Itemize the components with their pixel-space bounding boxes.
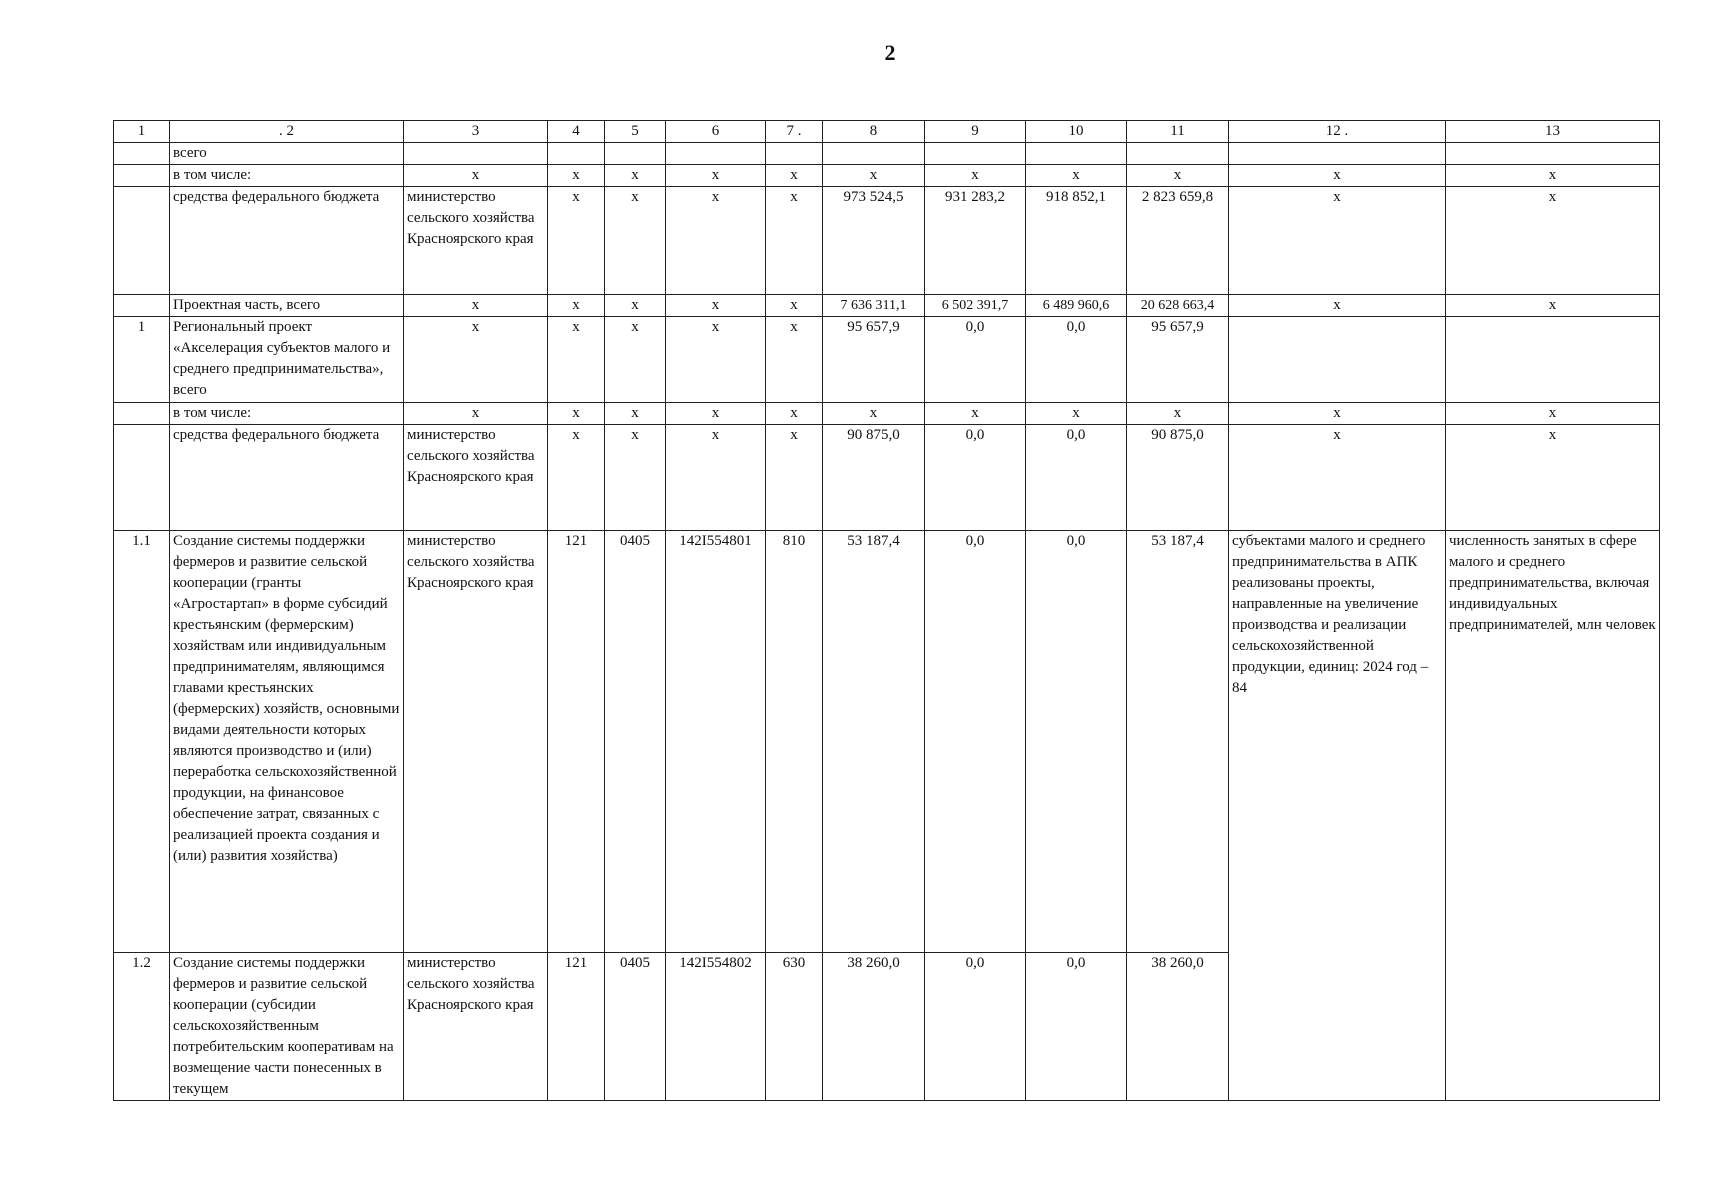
header-cell: 10 — [1026, 121, 1127, 143]
page-number: 2 — [884, 40, 896, 65]
amount-cell: 95 657,9 — [1127, 317, 1229, 403]
table-cell: х — [823, 165, 925, 187]
table-cell: х — [1446, 403, 1660, 425]
table-cell — [1446, 143, 1660, 165]
header-cell: 9 — [925, 121, 1026, 143]
table-cell — [766, 143, 823, 165]
table-cell: х — [548, 403, 605, 425]
table-cell — [1026, 143, 1127, 165]
table-row — [114, 143, 1660, 165]
table-cell — [114, 187, 170, 295]
table-cell: х — [605, 403, 666, 425]
amount-cell: 0,0 — [1026, 425, 1127, 531]
result-cell: субъектами малого и среднего предпринимательства в АПК реализованы проекты, направленные на увеличение производства и реализации сельскохозяйственной продукции, единиц: 2024 год – 84 — [1229, 531, 1446, 1101]
amount-cell: 20 628 663,4 — [1127, 295, 1229, 317]
table-cell: 0405 — [605, 953, 666, 1101]
table-cell — [666, 143, 766, 165]
table-cell — [548, 143, 605, 165]
amount-cell: 918 852,1 — [1026, 187, 1127, 295]
row-label: средства федерального бюджета — [170, 425, 404, 531]
header-cell: 5 — [605, 121, 666, 143]
table-cell: 630 — [766, 953, 823, 1101]
table-cell: х — [766, 317, 823, 403]
row-label: Региональный проект «Акселерация субъектов малого и среднего предпринимательства», всего — [170, 317, 404, 403]
table-cell: х — [605, 317, 666, 403]
table-cell — [404, 143, 548, 165]
table-cell: х — [666, 295, 766, 317]
amount-cell: 931 283,2 — [925, 187, 1026, 295]
table-cell: х — [666, 165, 766, 187]
row-label: Проектная часть, всего — [170, 295, 404, 317]
table-row — [114, 165, 1660, 187]
amount-cell: 38 260,0 — [823, 953, 925, 1101]
table-cell — [925, 143, 1026, 165]
responsible-cell: министерство сельского хозяйства Красноярского края — [404, 425, 548, 531]
table-cell: х — [1229, 425, 1446, 531]
table-cell: х — [666, 187, 766, 295]
amount-cell: 38 260,0 — [1127, 953, 1229, 1101]
responsible-cell: министерство сельского хозяйства Красноярского края — [404, 187, 548, 295]
table-cell: х — [823, 403, 925, 425]
header-cell: 11 — [1127, 121, 1229, 143]
table-cell: х — [766, 403, 823, 425]
row-label: Создание системы поддержки фермеров и развитие сельской кооперации (гранты «Агростартап» в форме субсидий крестьянским (фермерским) хозяйствам или индивидуальным предпринимателям, являющимся главами крестьянских (фермерских) хозяйств, основными видами деятельности которых являются производство и (или) переработка сельскохозяйственной продукции, на финансовое обеспечение затрат, связанных с реализацией проекта создания и (или) развития хозяйства) — [170, 531, 404, 953]
table-cell: х — [548, 187, 605, 295]
table-cell: х — [1229, 295, 1446, 317]
table-row — [114, 531, 1660, 953]
table-cell: х — [1446, 187, 1660, 295]
table-cell — [1229, 143, 1446, 165]
table-cell — [114, 403, 170, 425]
table-cell: х — [404, 403, 548, 425]
table-cell: х — [1446, 165, 1660, 187]
header-cell: 6 — [666, 121, 766, 143]
column-number-row — [114, 121, 1660, 143]
header-cell: 3 — [404, 121, 548, 143]
table-cell: 121 — [548, 953, 605, 1101]
amount-cell: 95 657,9 — [823, 317, 925, 403]
table-cell: х — [666, 403, 766, 425]
amount-cell: 6 489 960,6 — [1026, 295, 1127, 317]
row-label: средства федерального бюджета — [170, 187, 404, 295]
table-cell: х — [404, 317, 548, 403]
table-cell: х — [1229, 187, 1446, 295]
responsible-cell: министерство сельского хозяйства Красноярского края — [404, 953, 548, 1101]
table-cell: 121 — [548, 531, 605, 953]
table-row — [114, 403, 1660, 425]
table-cell: х — [766, 187, 823, 295]
table-cell: х — [1229, 165, 1446, 187]
table-cell: 810 — [766, 531, 823, 953]
table-cell — [114, 425, 170, 531]
table-cell: х — [766, 295, 823, 317]
table-cell — [1127, 143, 1229, 165]
header-cell: . 2 — [170, 121, 404, 143]
table-cell: х — [1026, 165, 1127, 187]
table-cell — [114, 143, 170, 165]
table-row — [114, 295, 1660, 317]
table-cell — [114, 295, 170, 317]
amount-cell: 0,0 — [1026, 953, 1127, 1101]
indicator-cell: численность занятых в сфере малого и среднего предпринимательства, включая индивидуальных предпринимателей, млн человек — [1446, 531, 1660, 1101]
row-number: 1.1 — [114, 531, 170, 953]
table-cell: х — [1446, 425, 1660, 531]
table-cell: х — [1026, 403, 1127, 425]
table-cell: х — [605, 187, 666, 295]
budget-table — [113, 120, 1660, 1101]
table-cell: х — [404, 165, 548, 187]
amount-cell: 0,0 — [1026, 317, 1127, 403]
table-row — [114, 425, 1660, 531]
table-cell: х — [666, 425, 766, 531]
table-cell: х — [1127, 165, 1229, 187]
header-cell: 12 . — [1229, 121, 1446, 143]
amount-cell: 90 875,0 — [1127, 425, 1229, 531]
table-cell — [114, 165, 170, 187]
table-row — [114, 317, 1660, 403]
amount-cell: 6 502 391,7 — [925, 295, 1026, 317]
table-cell: х — [666, 317, 766, 403]
table-cell: х — [548, 165, 605, 187]
header-cell: 1 — [114, 121, 170, 143]
table-cell: 0405 — [605, 531, 666, 953]
table-cell: х — [766, 165, 823, 187]
table-cell — [1229, 317, 1446, 403]
table-cell: х — [925, 403, 1026, 425]
header-cell: 4 — [548, 121, 605, 143]
header-cell: 8 — [823, 121, 925, 143]
table-cell: 142I554801 — [666, 531, 766, 953]
amount-cell: 0,0 — [925, 531, 1026, 953]
table-cell: х — [404, 295, 548, 317]
table-cell — [605, 143, 666, 165]
table-cell: х — [605, 425, 666, 531]
amount-cell: 53 187,4 — [1127, 531, 1229, 953]
table-cell: х — [548, 425, 605, 531]
amount-cell: 7 636 311,1 — [823, 295, 925, 317]
row-label: Создание системы поддержки фермеров и развитие сельской кооперации (субсидии сельскохозяйственным потребительским кооперативам на возмещение части понесенных в текущем — [170, 953, 404, 1101]
table-cell — [1446, 317, 1660, 403]
table-row — [114, 187, 1660, 295]
row-label: в том числе: — [170, 165, 404, 187]
table-cell: х — [1229, 403, 1446, 425]
responsible-cell: министерство сельского хозяйства Красноярского края — [404, 531, 548, 953]
amount-cell: 0,0 — [925, 425, 1026, 531]
amount-cell: 53 187,4 — [823, 531, 925, 953]
table-cell: х — [548, 295, 605, 317]
amount-cell: 0,0 — [1026, 531, 1127, 953]
row-label: всего — [170, 143, 404, 165]
header-cell: 7 . — [766, 121, 823, 143]
table-cell: х — [548, 317, 605, 403]
table-cell: х — [1127, 403, 1229, 425]
table-cell: 142I554802 — [666, 953, 766, 1101]
table-cell: х — [605, 165, 666, 187]
table-cell: х — [605, 295, 666, 317]
row-label: в том числе: — [170, 403, 404, 425]
row-number: 1 — [114, 317, 170, 403]
amount-cell: 90 875,0 — [823, 425, 925, 531]
table-cell: х — [925, 165, 1026, 187]
amount-cell: 0,0 — [925, 953, 1026, 1101]
table-cell — [823, 143, 925, 165]
amount-cell: 0,0 — [925, 317, 1026, 403]
amount-cell: 2 823 659,8 — [1127, 187, 1229, 295]
table-cell: х — [766, 425, 823, 531]
table-cell: х — [1446, 295, 1660, 317]
row-number: 1.2 — [114, 953, 170, 1101]
header-cell: 13 — [1446, 121, 1660, 143]
amount-cell: 973 524,5 — [823, 187, 925, 295]
